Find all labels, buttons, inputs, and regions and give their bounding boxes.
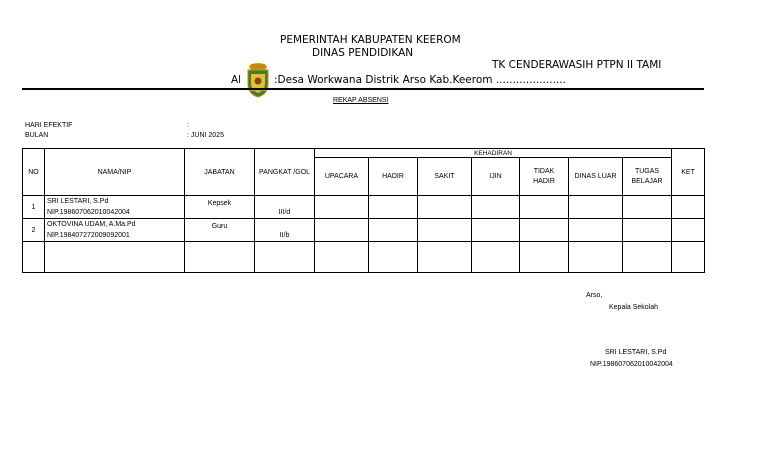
attendance-table xyxy=(22,148,705,273)
subheader-upacara: UPACARA xyxy=(315,158,369,196)
bulan-label: BULAN xyxy=(25,132,49,139)
row-nip: NIP.198607062010042004 xyxy=(47,209,130,216)
letterhead-rule xyxy=(22,88,704,90)
signature-name: SRI LESTARI, S.Pd xyxy=(605,349,667,356)
row-nama: OKTOVINA UDAM, A.Ma.Pd xyxy=(47,221,136,228)
kop-line-2: DINAS PENDIDIKAN xyxy=(312,47,414,59)
subheader-tidak-hadir: TIDAK HADIR xyxy=(520,158,569,196)
row-nama: SRI LESTARI, S.Pd xyxy=(47,198,109,205)
row-nip: NIP.198407272009092001 xyxy=(47,232,130,239)
document-title: REKAP ABSENSI xyxy=(333,97,389,104)
subheader-tugas-belajar: TUGAS BELAJAR xyxy=(623,158,672,196)
table-row xyxy=(23,219,705,242)
header-jabatan: JABATAN xyxy=(185,149,255,196)
row-jabatan: Kepsek xyxy=(185,196,255,219)
table-row-empty xyxy=(23,242,705,273)
kop-line-1: PEMERINTAH KABUPATEN KEEROM xyxy=(280,34,461,46)
header-nama: NAMA/NIP xyxy=(45,149,185,196)
row-no: 2 xyxy=(23,219,45,242)
bulan-value: : JUNI 2025 xyxy=(187,132,224,139)
hari-efektif-label: HARI EFEKTIF xyxy=(25,122,73,129)
subheader-sakit: SAKIT xyxy=(418,158,472,196)
header-ket: KET xyxy=(672,149,705,196)
row-jabatan: Guru xyxy=(185,219,255,242)
row-no: 1 xyxy=(23,196,45,219)
row-nama-cell xyxy=(45,196,185,219)
district-emblem-icon xyxy=(246,60,270,98)
row-pangkat: III/d xyxy=(255,196,315,219)
signature-role: Kepala Sekolah xyxy=(609,304,659,311)
school-name: TK CENDERAWASIH PTPN II TAMI xyxy=(492,59,662,71)
signature-nip: NIP.198607062010042004 xyxy=(590,361,673,368)
alamat-text: :Desa Workwana Distrik Arso Kab.Keerom ..................... xyxy=(274,74,566,86)
header-no: NO xyxy=(23,149,45,196)
subheader-dinas-luar: DINAS LUAR xyxy=(569,158,623,196)
row-pangkat: II/b xyxy=(255,219,315,242)
subheader-hadir: HADIR xyxy=(369,158,418,196)
header-kehadiran: KEHADIRAN xyxy=(315,149,672,158)
header-pangkat: PANGKAT /GOL xyxy=(255,149,315,196)
row-nama-cell xyxy=(45,219,185,242)
signature-place: Arso, xyxy=(586,292,603,299)
subheader-ijin: IJIN xyxy=(472,158,520,196)
alamat-prefix: Al xyxy=(231,74,242,86)
hari-efektif-value: : xyxy=(187,122,189,129)
table-row xyxy=(23,196,705,219)
